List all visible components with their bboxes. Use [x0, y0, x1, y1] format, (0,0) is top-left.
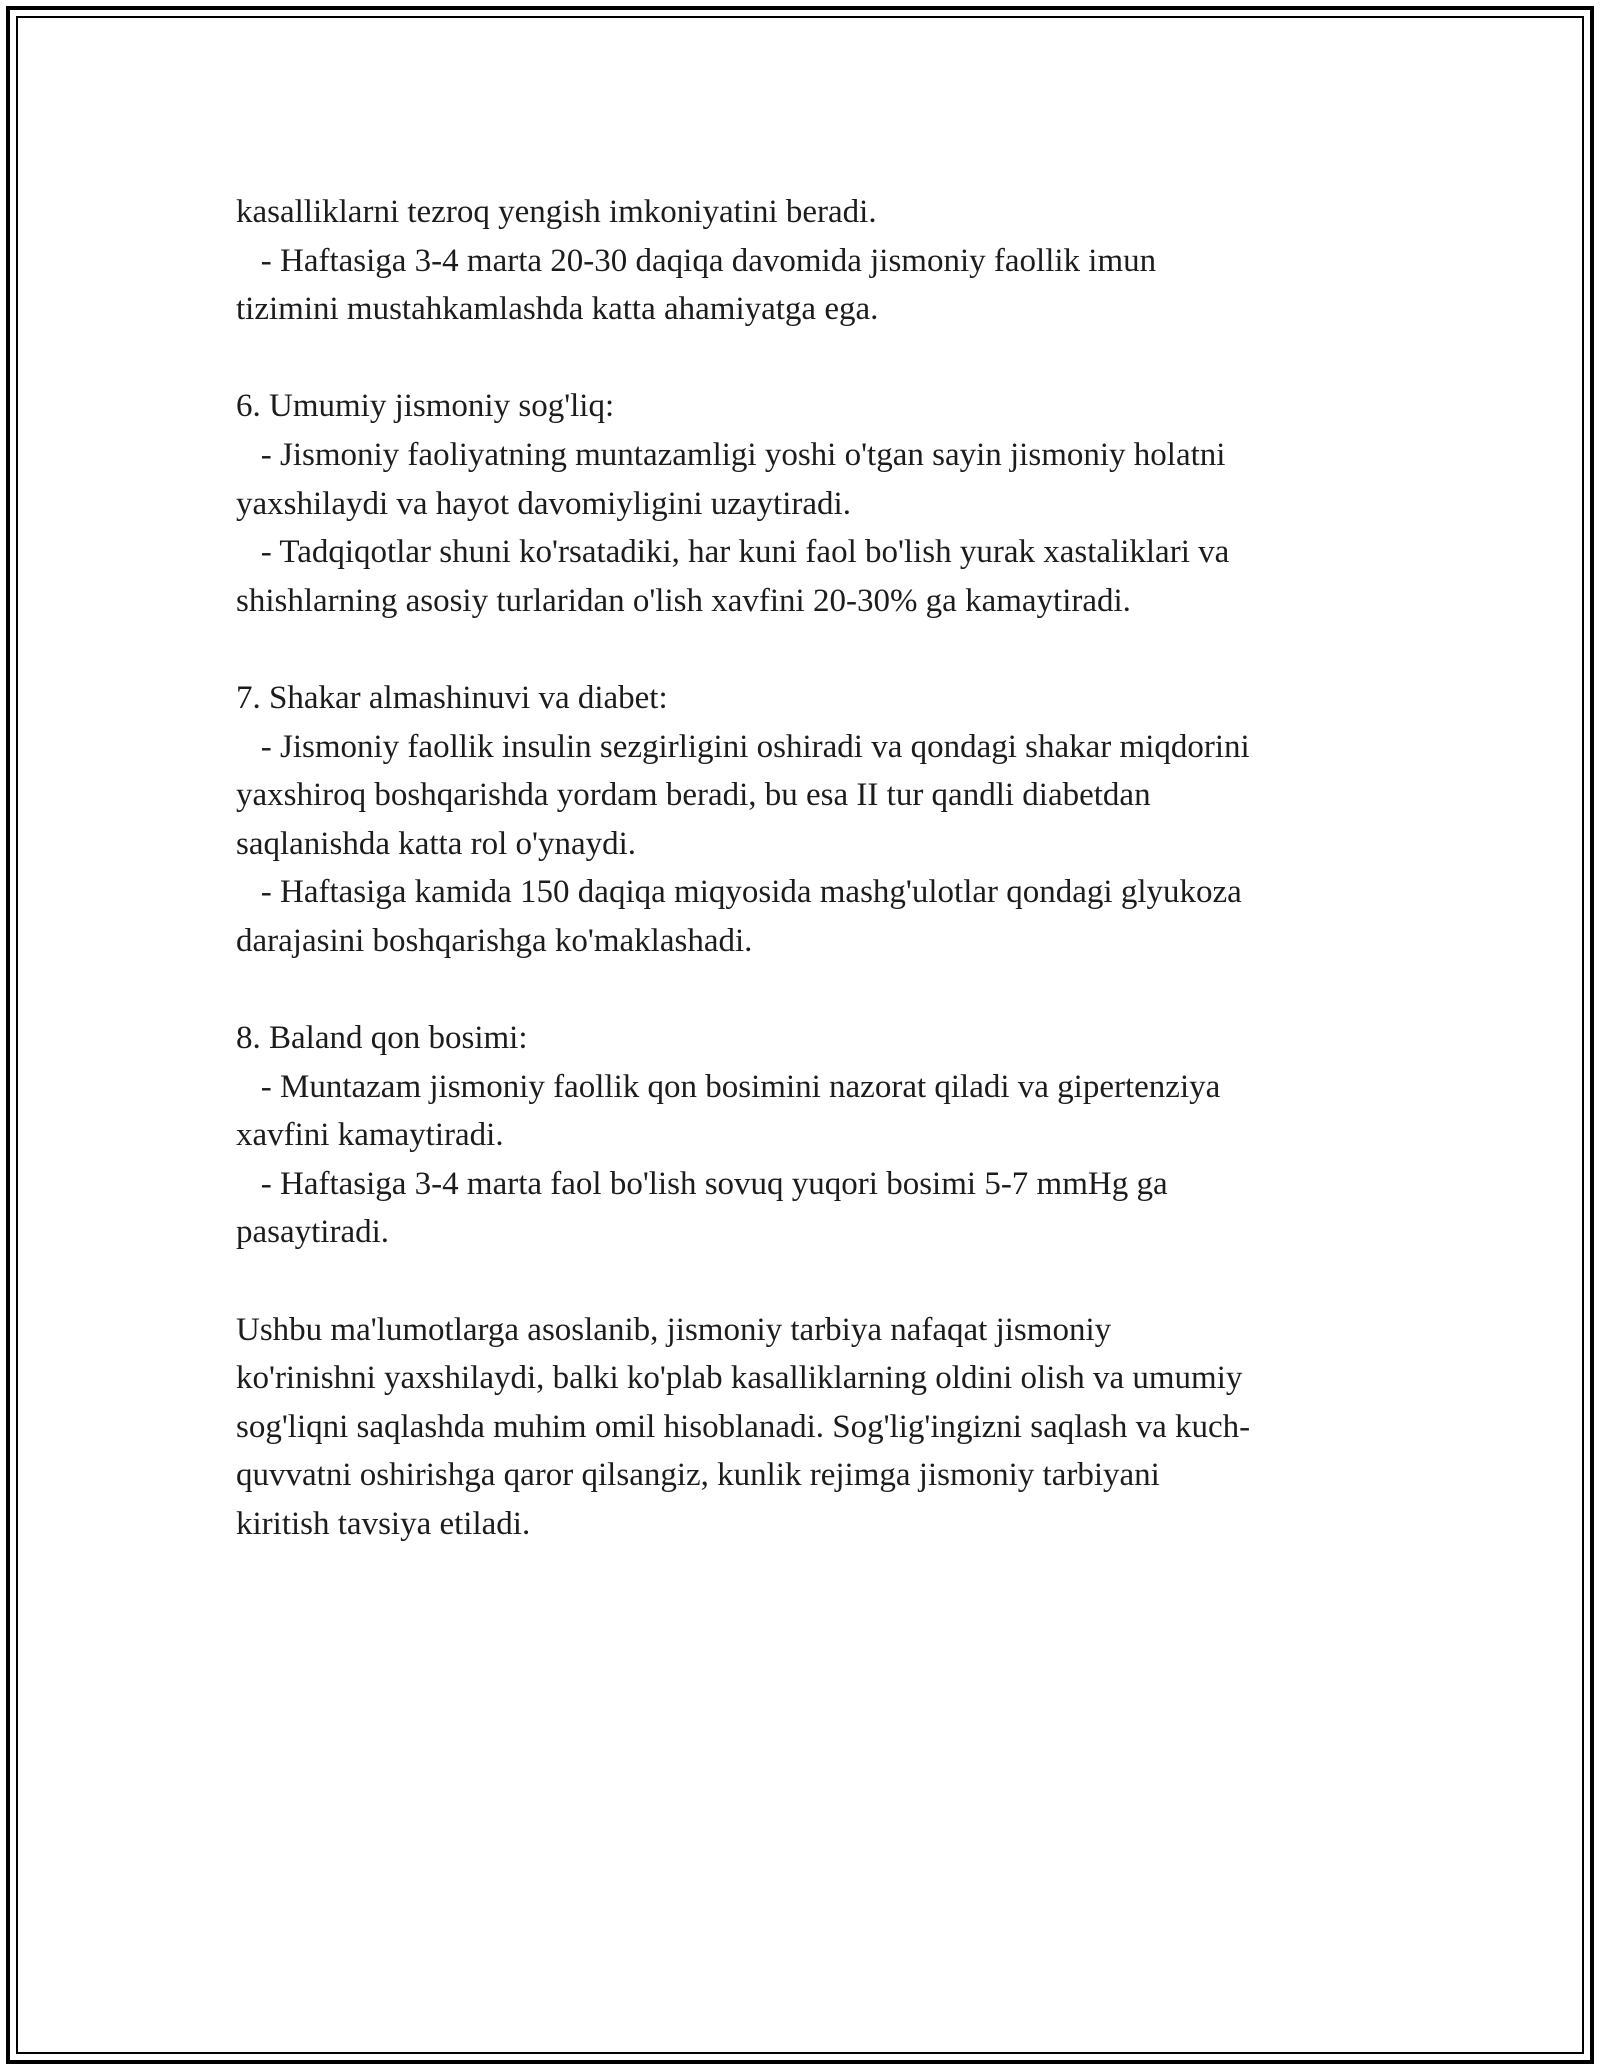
text-line: darajasini boshqarishga ko'maklashadi. — [236, 922, 753, 959]
text-line: saqlanishda katta rol o'ynaydi. — [236, 825, 637, 862]
document-body — [236, 188, 1396, 1549]
section-heading: 8. Baland qon bosimi: — [236, 1020, 528, 1057]
text-line: - Haftasiga 3-4 marta faol bo'lish sovuq yuqori bosimi 5-7 mmHg ga — [236, 1165, 1168, 1202]
conclusion-line: sog'liqni saqlashda muhim omil hisoblanadi. Sog'lig'ingizni saqlash va kuch- — [236, 1408, 1251, 1445]
text-line: - Jismoniy faoliyatning muntazamligi yoshi o'tgan sayin jismoniy holatni — [236, 436, 1226, 473]
text-line: yaxshiroq boshqarishda yordam beradi, bu esa II tur qandli diabetdan — [236, 777, 1151, 814]
text-line: - Tadqiqotlar shuni ko'rsatadiki, har kuni faol bo'lish yurak xastaliklari va — [236, 534, 1230, 571]
text-line: kasalliklarni tezroq yengish imkoniyatini beradi. — [236, 194, 877, 230]
conclusion-line: kiritish tavsiya etiladi. — [236, 1506, 531, 1543]
blank-line — [236, 1257, 1396, 1306]
text-line: - Haftasiga 3-4 marta 20-30 daqiqa davomida jismoniy faollik imun — [236, 242, 1157, 279]
text-line: - Jismoniy faollik insulin sezgirligini oshiradi va qondagi shakar miqdorini — [236, 728, 1250, 765]
text-line: - Muntazam jismoniy faollik qon bosimini nazorat qiladi va gipertenziya — [236, 1068, 1221, 1105]
text-line: yaxshilaydi va hayot davomiyligini uzaytiradi. — [236, 485, 851, 522]
blank-line — [236, 966, 1396, 1015]
blank-line — [236, 625, 1396, 674]
section-heading: 6. Umumiy jismoniy sog'liq: — [236, 388, 615, 425]
conclusion-line: ko'rinishni yaxshilaydi, balki ko'plab kasalliklarning oldini olish va umumiy — [236, 1360, 1243, 1397]
text-line: tizimini mustahkamlashda katta ahamiyatga ega. — [236, 291, 879, 328]
text-line: shishlarning asosiy turlaridan o'lish xavfini 20-30% ga kamaytiradi. — [236, 582, 1131, 619]
conclusion-line: Ushbu ma'lumotlarga asoslanib, jismoniy tarbiya nafaqat jismoniy — [236, 1311, 1112, 1348]
conclusion-line: quvvatni oshirishga qaror qilsangiz, kunlik rejimga jismoniy tarbiyani — [236, 1457, 1160, 1494]
section-heading: 7. Shakar almashinuvi va diabet: — [236, 679, 668, 716]
text-line: pasaytiradi. — [236, 1214, 390, 1251]
text-line: - Haftasiga kamida 150 daqiqa miqyosida mashg'ulotlar qondagi glyukoza — [236, 874, 1242, 911]
text-line: xavfini kamaytiradi. — [236, 1117, 504, 1154]
blank-line — [236, 334, 1396, 383]
